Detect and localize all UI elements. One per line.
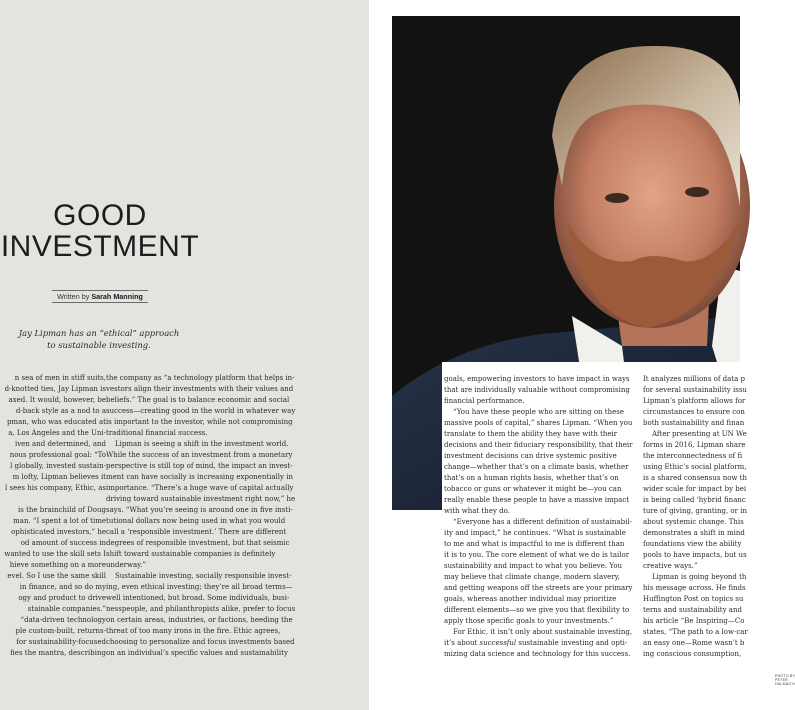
text-line: d-back style as a nod to a [15, 407, 106, 415]
text-line: to me and what is impactful to me is different than [444, 540, 625, 548]
text-line: on certain areas, industries, or factions, heeding the [106, 616, 293, 624]
text-line: vestors align their investments with their values and [106, 385, 294, 393]
text-line: is a shared consensus now th [643, 474, 747, 482]
text-line: with what they do. [444, 507, 510, 515]
text-line: is important to the investor, while not compromising [106, 418, 293, 426]
text-line: his message across. He finds [643, 584, 746, 592]
text-line: choosing to personalize and focus investments based [106, 638, 295, 646]
text-line: foundations view the ability [643, 540, 742, 548]
body-column-4 [643, 374, 748, 660]
text-line: “You have these people who are sitting on these [453, 408, 624, 416]
text-line: states, “The path to a low-car [643, 628, 748, 636]
text-line: driving toward sustainable investment right now,” he [106, 495, 296, 503]
text-line: on an individual’s specific values and sustainability [106, 649, 288, 657]
text-line: ity and impact,” he continues. “What is sustainable [444, 529, 626, 537]
text-line: axed. It would, however, be [8, 396, 106, 404]
text-line: nous professional goal: “To [9, 451, 106, 459]
text-line: decisions and their fiduciary responsibility, that their [444, 441, 633, 449]
text-line: is being called ‘hybrid financ [643, 496, 746, 504]
text-line: ophisticated investors,” he [11, 528, 106, 536]
text-line: traditional financial success. [106, 429, 208, 437]
text-line: goals, whereas another individual may prioritize [444, 595, 617, 603]
text-line: l sees his company, Ethic, as [5, 484, 106, 492]
text-line: different elements—so we give you that flexibility to [444, 606, 630, 614]
text-line: Lipman is seeing a shift in the investment world. [115, 440, 289, 448]
text-line: using Ethic’s social platform, [643, 463, 747, 471]
text-line: investment decisions can drive systemic positive [444, 452, 617, 460]
text-line: underway.” [106, 561, 146, 569]
text-line: really enable these people to have a massive impact [444, 496, 630, 504]
text-line: creative ways.” [643, 562, 698, 570]
text-line [0, 494, 106, 505]
text-line: Lipman is going beyond th [652, 573, 747, 581]
text-line: well intentioned, but broad. Some individuals, busi- [106, 594, 290, 602]
text-line: ing, even ethical investing; they’re all broad terms— [106, 583, 293, 591]
text-line: change—whether that’s on a climate basis, whether [444, 463, 629, 471]
article-dek [14, 327, 184, 351]
text-line: ogy and product to drive [18, 594, 106, 602]
text-line: demonstrates a shift in mind [643, 529, 745, 537]
text-line: d-knotted ties, Jay Lipman is [4, 385, 106, 393]
eye-left [605, 193, 629, 203]
text-line: circumstances to ensure con [643, 408, 745, 416]
text-line: for sustainability-focused [16, 638, 106, 646]
text-line: ment can have socially is increasing exponentially in [106, 473, 293, 481]
article-title-line1: GOOD [53, 199, 147, 232]
text-line: that are individually valuable without compromising [444, 386, 630, 394]
text-line: For Ethic, it isn’t only about sustainable investing, [453, 628, 633, 636]
text-line: m lofty, Lipman believes it [12, 473, 106, 481]
text-line: apply those specific goals to your investments.” [444, 617, 614, 625]
text-line: It analyzes millions of data p [643, 375, 746, 383]
eye-right [685, 187, 709, 197]
text-line: in finance, and so do my [19, 583, 106, 591]
text-line: both sustainability and finan [643, 419, 745, 427]
text-line: an easy one—Rome wasn’t b [643, 639, 745, 647]
body-column-2 [106, 373, 296, 659]
text-line: After presenting at UN We [652, 430, 747, 438]
text-line: call a ‘responsible investment.’ There are different [106, 528, 287, 536]
text-line: a, Los Angeles and the Uni- [8, 429, 106, 437]
text-line: the company as “a technology platform that helps in- [106, 374, 295, 382]
text-line: terns and sustainability and [643, 606, 742, 614]
text-line: is the brainchild of Doug [18, 506, 106, 514]
text-line: Lipman’s platform allows for [643, 397, 746, 405]
text-line: od amount of success in [20, 539, 106, 547]
text-line: tutional dollars now being used in what you would [106, 517, 286, 525]
text-line: his article “Be Inspiring—Co [643, 617, 745, 625]
text-line: n sea of men in stiff suits, [14, 374, 106, 382]
text-line: While the success of an investment from a monetary [106, 451, 293, 459]
text-line: ple custom-built, returns- [15, 627, 106, 635]
text-line: translate to them the ability they have with their [444, 430, 618, 438]
text-line: mizing data science and technology for this success. [444, 650, 631, 658]
text-line: man. “I spent a lot of time [13, 517, 106, 525]
text-line: for several sustainability issu [643, 386, 747, 394]
text-line: stainable companies.” [27, 605, 106, 613]
text-line: perspective is still top of mind, the impact an invest- [106, 462, 293, 470]
photo-credit: PHOTO BY PETER HALMAGYI [775, 674, 795, 686]
text-line: that’s on a human rights basis, whether that’s on [444, 474, 619, 482]
text-line: iven and determined, and [14, 440, 106, 448]
text-line: it is to you. The core element of what we do is tailor [444, 551, 630, 559]
text-line: evel. So I use the same skill [7, 572, 106, 580]
text-line: it’s about successful sustainable investing and opti- [444, 639, 628, 647]
text-line: Huffington Post on topics su [643, 595, 744, 603]
text-line: ing conscious consumption, [643, 650, 742, 658]
text-line: nesspeople, and philanthropists alike, prefer to focus [106, 605, 296, 613]
text-line: goals, empowering investors to have impact in ways [444, 375, 630, 383]
text-line: “Everyone has a different definition of sustainabil- [453, 518, 632, 526]
text-line: importance. “There’s a huge wave of capital actually [106, 484, 294, 492]
text-line: says. “What you’re seeing is around one in five insti- [106, 506, 293, 514]
text-line: tobacco or guns or whatever it might be—you can [444, 485, 622, 493]
body-column-1 [0, 373, 106, 659]
text-line: “data-driven technology [20, 616, 106, 624]
text-line: pman, who was educated at [6, 418, 106, 426]
text-line: and getting weapons off the streets are your primary [444, 584, 633, 592]
dek-line2: to sustainable investing. [47, 340, 151, 350]
text-line: threat of too many irons in the fire. Ethic agrees, [106, 627, 281, 635]
text-line: wanted to use the skill sets I [4, 550, 106, 558]
dek-line1: Jay Lipman has an “ethical” approach [18, 328, 180, 338]
text-line: l globally, invested sustain- [10, 462, 106, 470]
text-line: success—creating good in the world in whatever way [106, 407, 296, 415]
text-line: sustainability and impact to what you believe. You [444, 562, 623, 570]
text-line: pools to have impacts, but us [643, 551, 747, 559]
text-line: degrees of responsible investment, but that seismic [106, 539, 290, 547]
left-page [0, 0, 369, 710]
text-line: beliefs.” The goal is to balance economic and social [106, 396, 290, 404]
byline-prefix: Written by [57, 292, 90, 301]
text-line: Sustainable investing, socially responsible invest- [115, 572, 292, 580]
text-line: may believe that climate change, modern slavery, [444, 573, 620, 581]
text-line: massive pools of capital,” shares Lipman. “When you [444, 419, 633, 427]
text-line: forms in 2016, Lipman share [643, 441, 746, 449]
text-line: shift toward sustainable companies is definitely [106, 550, 276, 558]
text-line: hieve something on a more [9, 561, 106, 569]
text-line: about systemic change. This [643, 518, 744, 526]
byline-author: Sarah Manning [91, 292, 143, 301]
text-line: financial performance. [444, 397, 525, 405]
body-column-3 [444, 374, 634, 660]
text-line: the interconnectedness of fi [643, 452, 743, 460]
text-line: ture of giving, granting, or in [643, 507, 747, 515]
article-title-line2: INVESTMENT [0, 230, 200, 263]
byline [52, 290, 148, 303]
text-line: fies the mantra, describing [10, 649, 106, 657]
text-line: wider scale for impact by bei [643, 485, 747, 493]
